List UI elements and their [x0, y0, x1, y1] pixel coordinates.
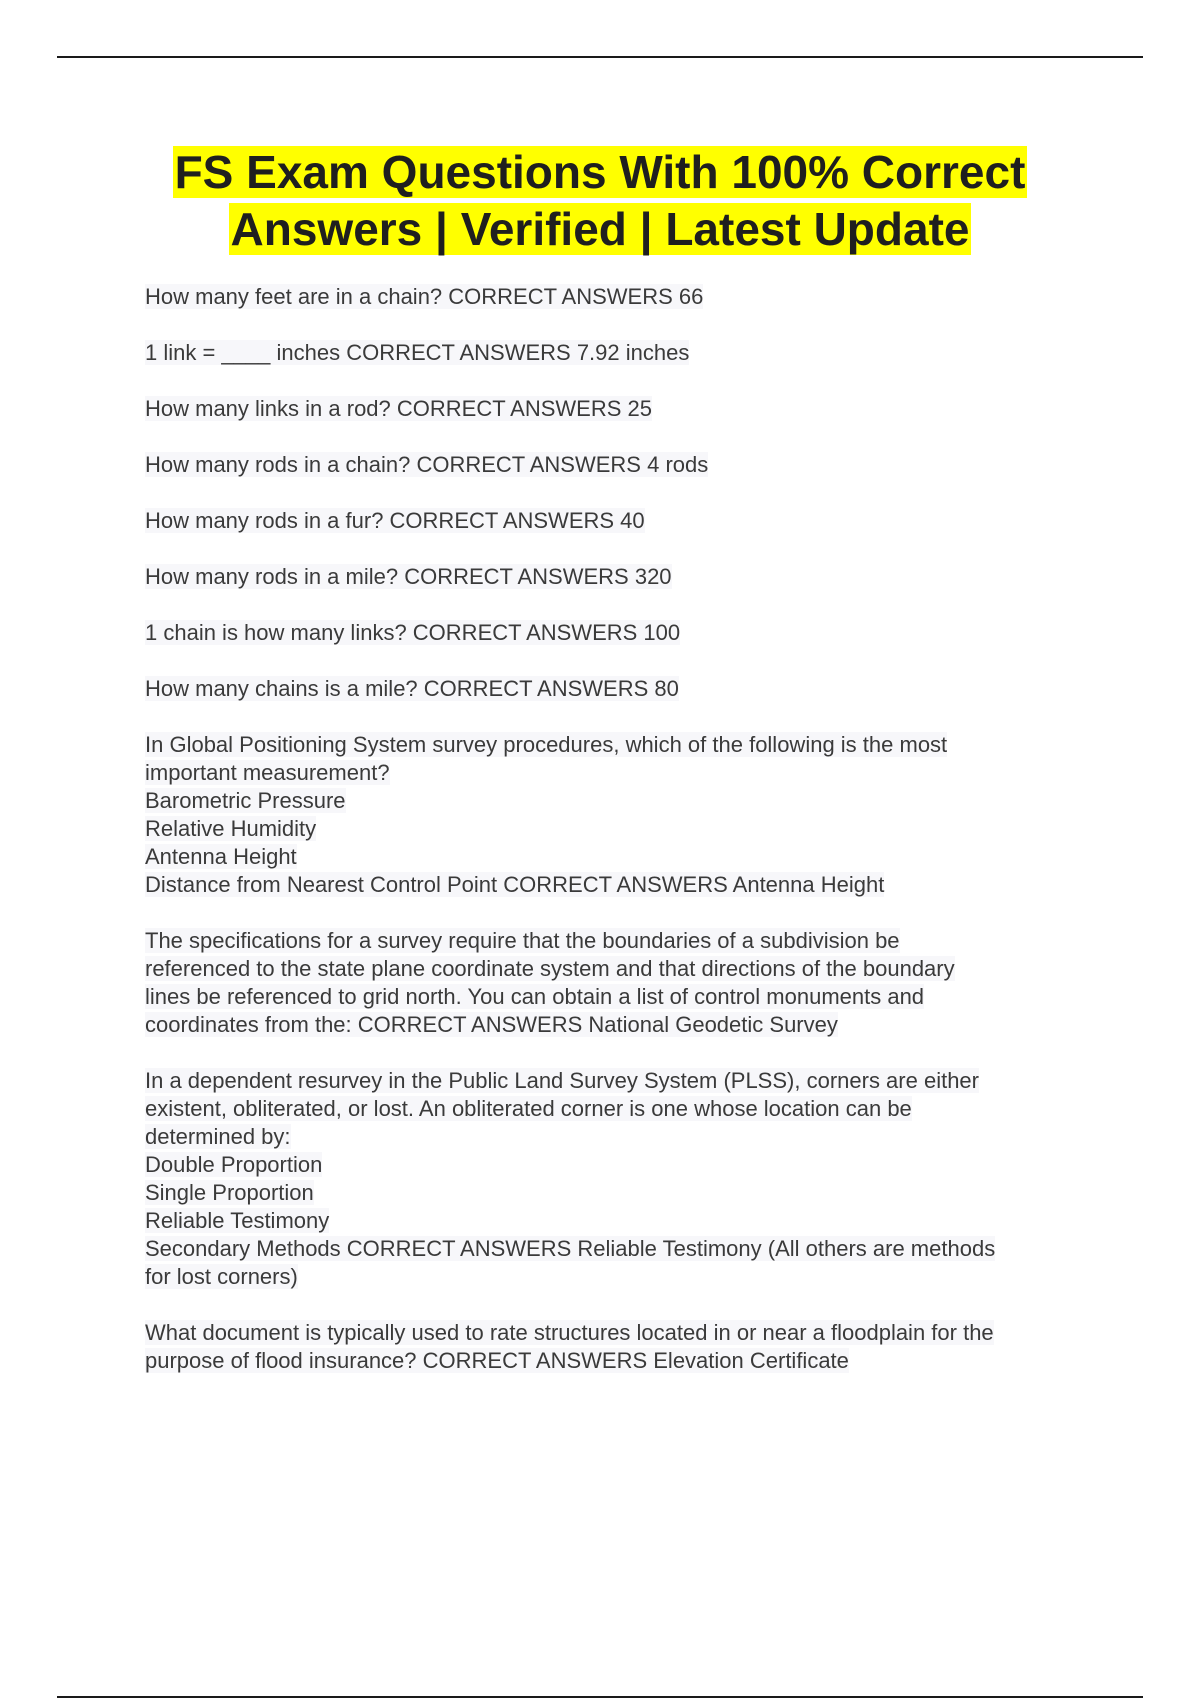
- question-line: Barometric Pressure: [145, 788, 346, 813]
- document-title: [120, 144, 1080, 258]
- question-item: [145, 339, 1085, 367]
- question-line: How many rods in a mile? CORRECT ANSWERS 320: [145, 564, 672, 589]
- question-line: How many rods in a fur? CORRECT ANSWERS 40: [145, 508, 645, 533]
- question-line: 1 chain is how many links? CORRECT ANSWERS 100: [145, 620, 681, 645]
- question-line: Distance from Nearest Control Point CORRECT ANSWERS Antenna Height: [145, 872, 885, 897]
- question-line: purpose of flood insurance? CORRECT ANSWERS Elevation Certificate: [145, 1348, 849, 1373]
- question-line: In a dependent resurvey in the Public Land Survey System (PLSS), corners are either: [145, 1068, 979, 1093]
- question-line: What document is typically used to rate structures located in or near a floodplain for the: [145, 1320, 994, 1345]
- question-line: existent, obliterated, or lost. An obliterated corner is one whose location can be: [145, 1096, 912, 1121]
- question-line: Antenna Height: [145, 844, 297, 869]
- question-line: How many chains is a mile? CORRECT ANSWERS 80: [145, 676, 679, 701]
- question-line: for lost corners): [145, 1264, 298, 1289]
- question-item: [145, 1067, 1085, 1291]
- bottom-rule: [57, 1696, 1143, 1698]
- question-line: referenced to the state plane coordinate system and that directions of the boundary: [145, 956, 955, 981]
- question-item: [145, 619, 1085, 647]
- question-line: How many feet are in a chain? CORRECT ANSWERS 66: [145, 284, 704, 309]
- question-line: In Global Positioning System survey procedures, which of the following is the most: [145, 732, 948, 757]
- question-line: Secondary Methods CORRECT ANSWERS Reliable Testimony (All others are methods: [145, 1236, 996, 1261]
- question-line: Relative Humidity: [145, 816, 317, 841]
- question-item: [145, 283, 1085, 311]
- title-line-1: FS Exam Questions With 100% Correct: [174, 146, 1026, 198]
- question-line: important measurement?: [145, 760, 390, 785]
- question-item: [145, 927, 1085, 1039]
- question-item: [145, 395, 1085, 423]
- question-line: The specifications for a survey require that the boundaries of a subdivision be: [145, 928, 900, 953]
- question-item: [145, 675, 1085, 703]
- question-item: [145, 731, 1085, 899]
- question-item: [145, 451, 1085, 479]
- question-line: Reliable Testimony: [145, 1208, 330, 1233]
- question-list: [145, 283, 1085, 1403]
- question-line: 1 link = ____ inches CORRECT ANSWERS 7.92 inches: [145, 340, 690, 365]
- question-line: How many links in a rod? CORRECT ANSWERS 25: [145, 396, 652, 421]
- question-line: Double Proportion: [145, 1152, 323, 1177]
- question-line: Single Proportion: [145, 1180, 314, 1205]
- question-line: determined by:: [145, 1124, 291, 1149]
- question-line: coordinates from the: CORRECT ANSWERS National Geodetic Survey: [145, 1012, 838, 1037]
- question-line: How many rods in a chain? CORRECT ANSWERS 4 rods: [145, 452, 709, 477]
- title-line-2: Answers | Verified | Latest Update: [230, 203, 970, 255]
- question-item: [145, 1319, 1085, 1375]
- question-item: [145, 507, 1085, 535]
- question-item: [145, 563, 1085, 591]
- top-rule: [57, 56, 1143, 58]
- question-line: lines be referenced to grid north. You can obtain a list of control monuments and: [145, 984, 925, 1009]
